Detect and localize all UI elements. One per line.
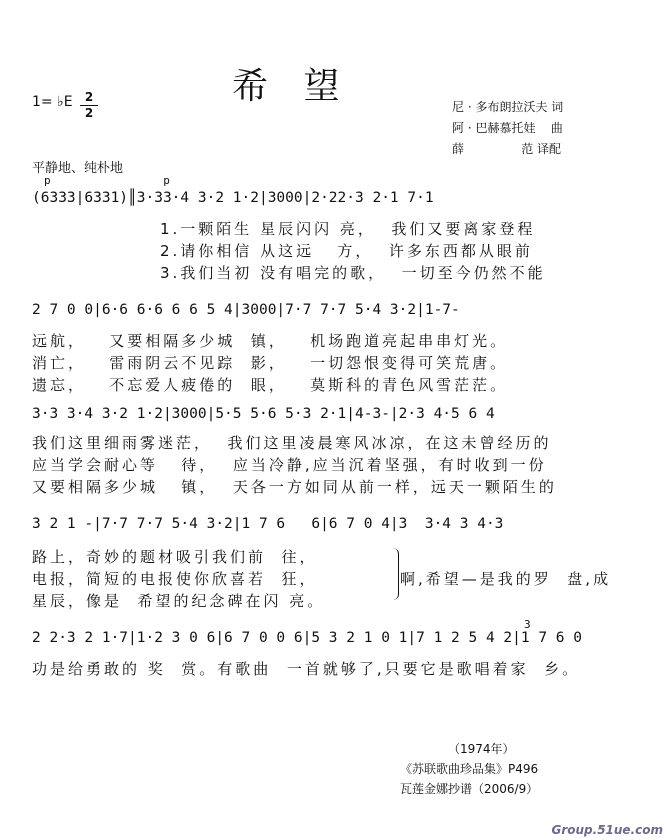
time-signature-top: 2 [84, 90, 94, 104]
watermark-logo: Group.51ue.com [551, 823, 663, 837]
year-note: （1974年） [448, 742, 515, 756]
lyric-line-4-3: 星辰，像是 希望的纪念碑在闪 亮。 [32, 592, 326, 610]
translator-credit: 薛 范 译配 [452, 142, 562, 156]
lyric-line-3-1: 我们这里细雨雾迷茫， 我们这里凌晨寒风冰凉，在这未曾经历的 [32, 434, 552, 452]
page-title: 希 望 [232, 66, 352, 107]
composer-credit: 阿 · 巴赫慕托娃 曲 [452, 121, 563, 135]
lyric-line-2-1: 远航， 又要相隔多少城 镇， 机场跑道亮起串串灯光。 [32, 332, 509, 350]
lyric-line-4-2: 电报，简短的电报使你欣喜若 狂， [32, 570, 318, 588]
tempo-marking: 平静地、纯朴地 [32, 161, 124, 176]
notation-line-4: 3 2 1 -|7·7 7·7 5·4 3·2|1 7 6 6|6 7 0 4|3 3·4 3 4·3 [32, 516, 504, 532]
notation-line-3: 3·3 3·4 3·2 1·2|3000|5·5 5·6 5·3 2·1|4-3-|2·3 4·5 6 4 [32, 406, 495, 422]
verse-bracket [392, 548, 399, 600]
key-signature: 1= ♭E [32, 94, 73, 110]
copyist-note: 瓦莲金娜抄谱（2006/9） [400, 782, 539, 796]
triplet-mark: 3 [524, 618, 531, 631]
lyric-line-4-1: 路上，奇妙的题材吸引我们前 往， [32, 548, 318, 566]
time-signature [80, 91, 98, 120]
lyric-line-1-3: 3.我们当初 没有唱完的歌， 一切至今仍然不能 [160, 264, 546, 282]
lyricist-credit: 尼 · 多布朗拉沃夫 词 [452, 100, 564, 114]
time-signature-bottom: 2 [84, 106, 94, 120]
lyric-line-1-2: 2.请你相信 从这远 方， 许多东西都从眼前 [160, 242, 533, 260]
notation-line-1: (6333|6331)║3·33·4 3·2 1·2|3000|2·22·3 2·1 7·1 [32, 190, 434, 206]
chorus-lyric: 啊,希望—是我的罗 盘,成 [400, 570, 612, 588]
lyric-line-2-2: 消亡， 雷雨阴云不见踪 影， 一切怨恨变得可笑荒唐。 [32, 354, 509, 372]
notation-line-5: 2 2·3 2 1·7|1·2 3 0 6|6 7 0 0 6|5 3 2 1 0 1|7 1 2 5 4 2|1 7 6 0 [32, 630, 582, 646]
lyric-line-3-2: 应当学会耐心等 待， 应当冷静,应当沉着坚强，有时收到一份 [32, 456, 547, 474]
source-note: 《苏联歌曲珍品集》P496 [400, 762, 539, 776]
lyric-line-2-3: 遗忘， 不忘爱人疲倦的 眼， 莫斯科的青色风雪茫茫。 [32, 376, 509, 394]
dynamic-marks: p p [44, 174, 170, 187]
lyric-line-5-1: 功是给勇敢的 奖 赏。有歌曲 一首就够了,只要它是歌唱着家 乡。 [32, 660, 581, 678]
notation-line-2: 2 7 0 0|6·6 6·6 6 6 5 4|3000|7·7 7·7 5·4 3·2|1-7- [32, 302, 460, 318]
lyric-line-3-3: 又要相隔多少城 镇， 天各一方如同从前一样，远天一颗陌生的 [32, 478, 557, 496]
lyric-line-1-1: 1.一颗陌生 星辰闪闪 亮， 我们又要离家登程 [160, 220, 536, 238]
